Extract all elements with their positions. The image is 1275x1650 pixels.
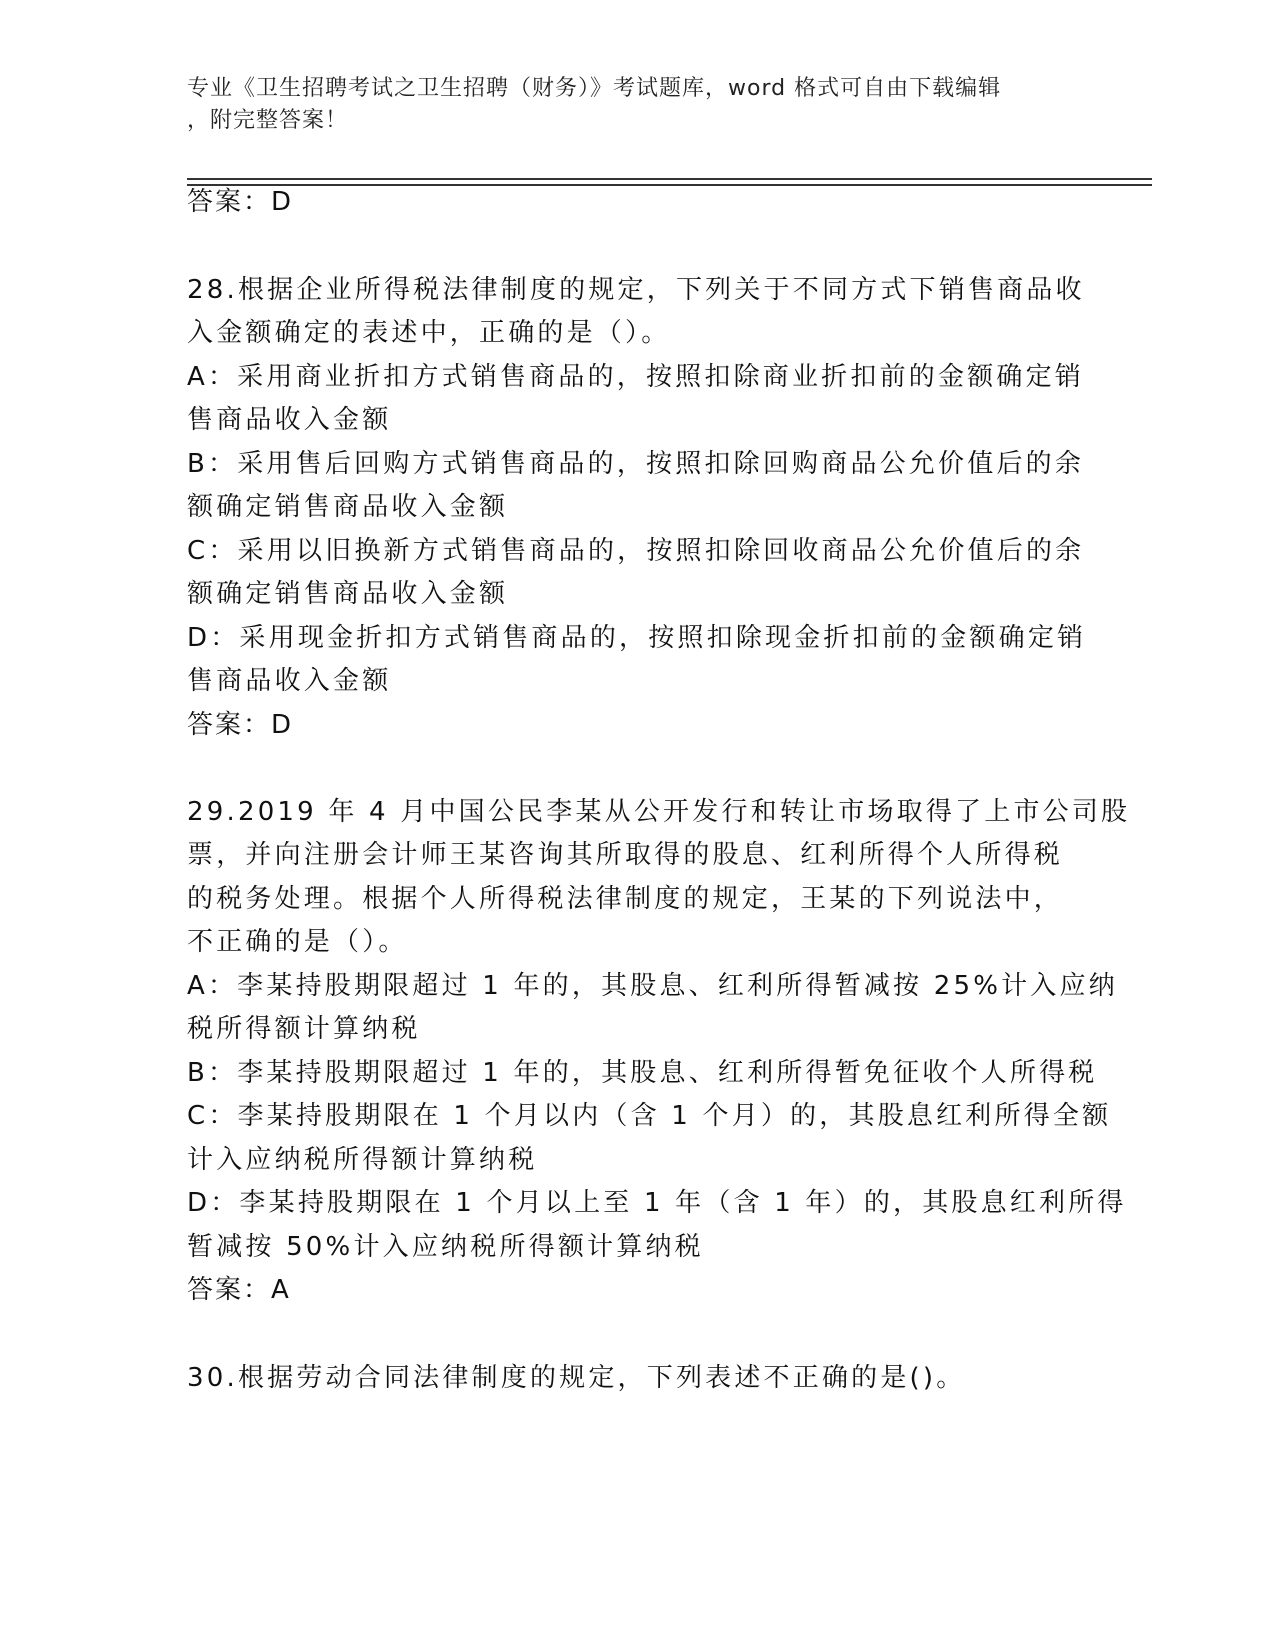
q28-option-a-line-2: 售商品收入金额 xyxy=(187,405,392,435)
q28-option-d-line-2: 售商品收入金额 xyxy=(187,666,392,696)
q29-stem-line-1: 29.2019 年 4 月中国公民李某从公开发行和转让市场取得了上市公司股 xyxy=(187,797,1131,827)
q29-option-d-line-1: D：李某持股期限在 1 个月以上至 1 年（含 1 年）的，其股息红利所得 xyxy=(187,1188,1127,1218)
page-header xyxy=(187,73,1087,137)
q30-stem-line-1: 30.根据劳动合同法律制度的规定，下列表述不正确的是()。 xyxy=(187,1363,966,1393)
q29-option-d-line-2: 暂减按 50%计入应纳税所得额计算纳税 xyxy=(187,1232,704,1262)
q28-option-a-line-1: A：采用商业折扣方式销售商品的，按照扣除商业折扣前的金额确定销 xyxy=(187,362,1084,392)
q29-option-c-line-1: C：李某持股期限在 1 个月以内（含 1 个月）的，其股息红利所得全额 xyxy=(187,1101,1112,1131)
q29-answer: 答案：A xyxy=(187,1275,291,1305)
q28-option-b-line-2: 额确定销售商品收入金额 xyxy=(187,492,509,522)
q29-option-a-line-2: 税所得额计算纳税 xyxy=(187,1014,421,1044)
q28-stem-line-1: 28.根据企业所得税法律制度的规定，下列关于不同方式下销售商品收 xyxy=(187,275,1085,305)
q29-option-b-line-1: B：李某持股期限超过 1 年的，其股息、红利所得暂免征收个人所得税 xyxy=(187,1058,1098,1088)
header-line-2: ，附完整答案！ xyxy=(187,108,349,133)
header-divider-top xyxy=(187,178,1152,180)
header-line-1: 专业《卫生招聘考试之卫生招聘（财务）》考试题库，word 格式可自由下载编辑 xyxy=(187,76,1002,101)
q28-option-c-line-2: 额确定销售商品收入金额 xyxy=(187,579,509,609)
answer-27: 答案：D xyxy=(187,187,294,217)
q28-option-c-line-1: C：采用以旧换新方式销售商品的，按照扣除回收商品公允价值后的余 xyxy=(187,536,1085,566)
q28-option-b-line-1: B：采用售后回购方式销售商品的，按照扣除回购商品公允价值后的余 xyxy=(187,449,1085,479)
q29-option-c-line-2: 计入应纳税所得额计算纳税 xyxy=(187,1145,538,1175)
q29-stem-line-4: 不正确的是（）。 xyxy=(187,927,408,957)
q29-option-a-line-1: A：李某持股期限超过 1 年的，其股息、红利所得暂减按 25%计入应纳 xyxy=(187,971,1118,1001)
header-divider-bottom xyxy=(187,184,1152,186)
q29-stem-line-2: 票，并向注册会计师王某咨询其所取得的股息、红利所得个人所得税 xyxy=(187,840,1064,870)
q28-option-d-line-1: D：采用现金折扣方式销售商品的，按照扣除现金折扣前的金额确定销 xyxy=(187,623,1087,653)
q29-stem-line-3: 的税务处理。根据个人所得税法律制度的规定，王某的下列说法中， xyxy=(187,884,1064,914)
q28-stem-line-2: 入金额确定的表述中，正确的是（）。 xyxy=(187,318,671,348)
q28-answer: 答案：D xyxy=(187,710,294,740)
